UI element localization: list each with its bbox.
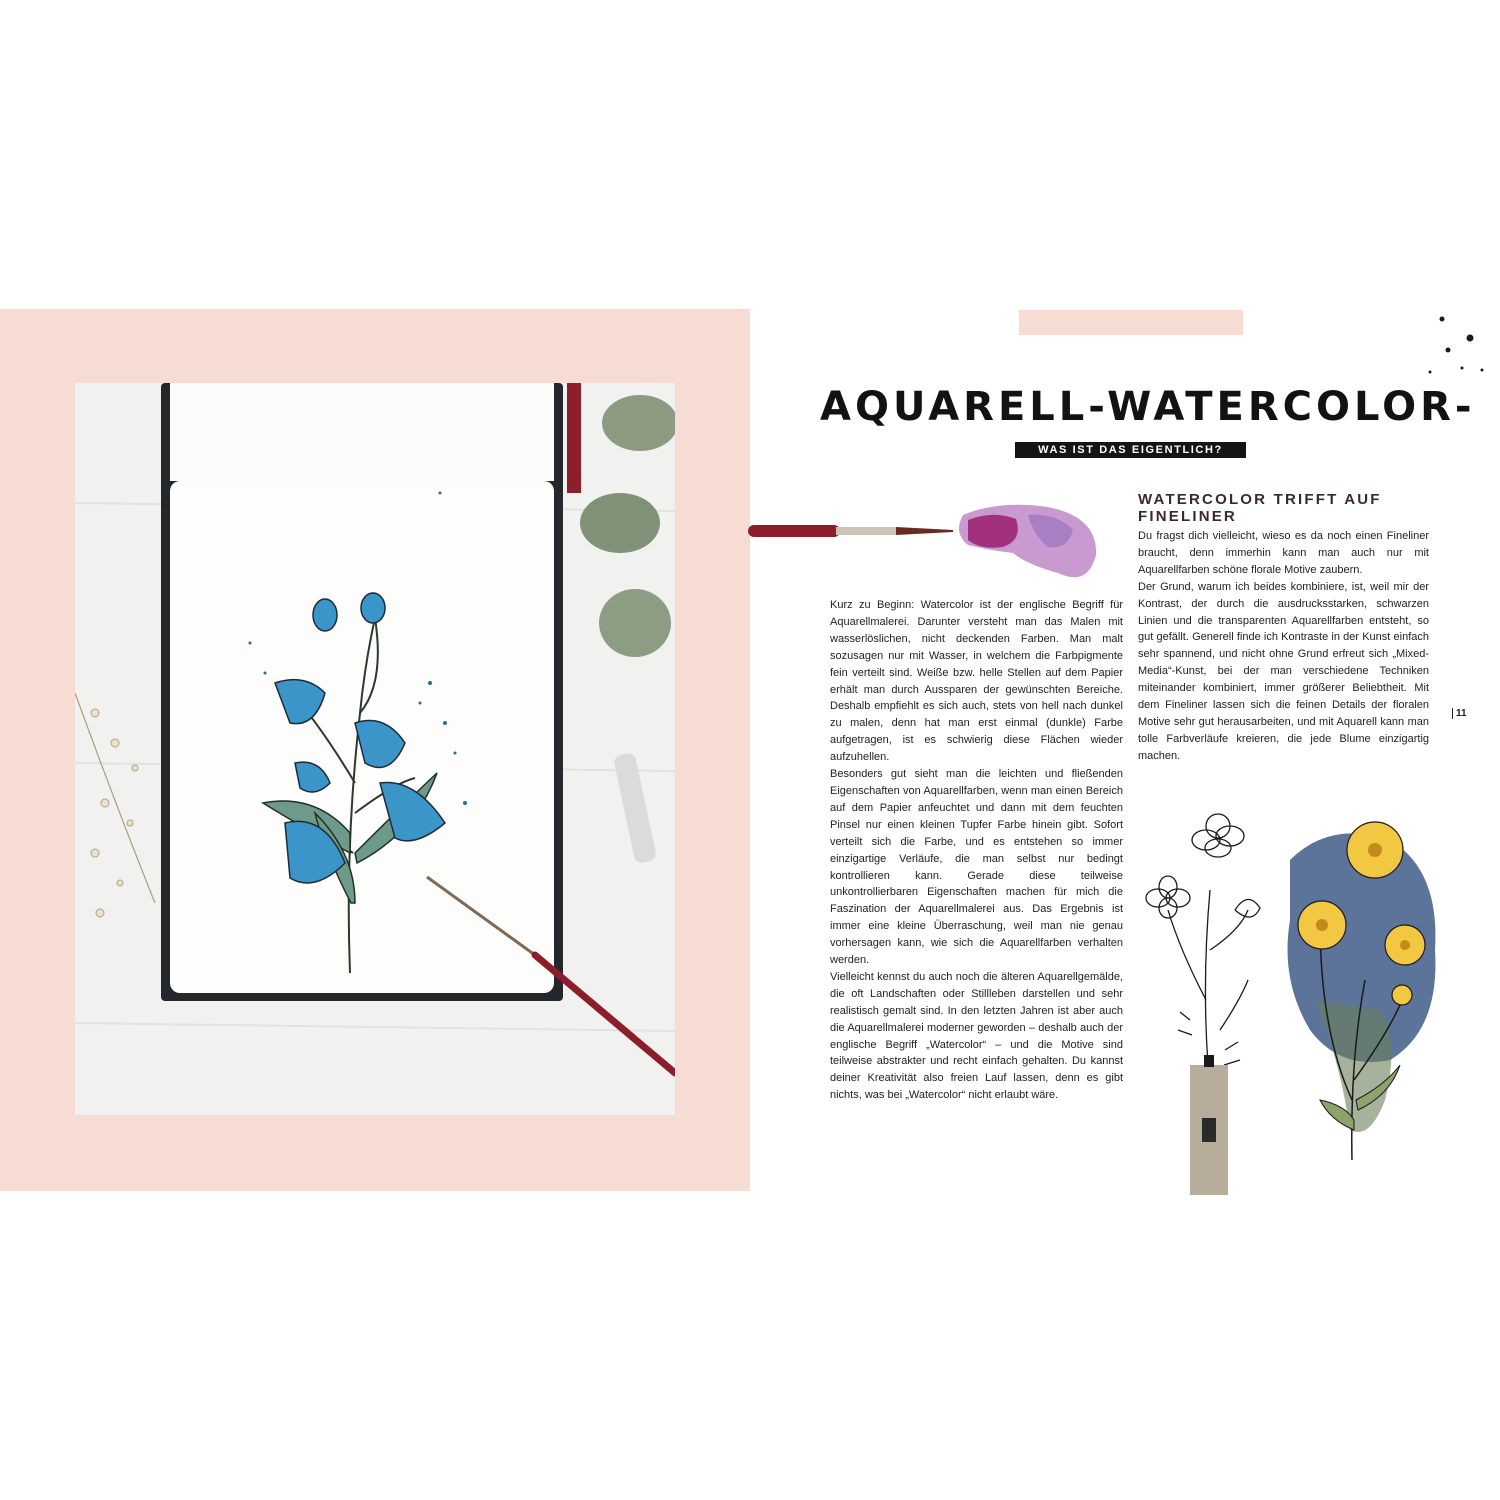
fineliner-watercolor-flowers-illustration — [1140, 800, 1450, 1195]
section-heading: WATERCOLOR TRIFFT AUF FINELINER — [1138, 491, 1382, 525]
decorative-dots-icon — [1420, 312, 1490, 382]
paragraph: Kurz zu Beginn: Watercolor ist der englische Begriff für Aquarellmalerei. Darunter versteht man das Malen mit wasserlöslichen, nicht deckenden Farben. Man malt sozusagen nur mit Wasser, in welchem die Farbpigmente fein verteilt sind. Weiße bzw. helle Stellen auf dem Papier erhält man durch Aussparen der gewünschten Bereiche. Deshalb empfiehlt es sich auch, stets von hell nach dunkel zu malen, denn hat man erst einmal (dunkle) Farbe aufgetragen, ist es schwierig diese Flächen wieder aufzuhellen. — [830, 599, 1123, 764]
right-text-column — [1138, 528, 1429, 765]
page-number: 11 — [1452, 708, 1467, 719]
top-pink-bar — [1019, 310, 1243, 335]
page-title: AQUARELL-WATERCOLOR- — [820, 384, 1476, 430]
paragraph: Besonders gut sieht man die leichten und fließenden Eigenschaften von Aquarellfarben, wenn man einen Bereich auf dem Papier anfeuchtet und dann mit dem feuchten Pinsel nur einen kleinen Tupfer Farbe hinein gibt. Sofort verteilt sich die Farbe, und es entstehen so immer einzigartige Verläufe, die man selbst nur bedingt kontrollieren kann. Gerade diese teilweise unkontrollierbaren Eigenschaften machen für mich die Faszination der Aquarellmalerei aus. Das Ergebnis ist immer eine kleine Überraschung, weil man nie genau vorhersagen kann, wie sich die Aquarellfarben verhalten werden. — [830, 768, 1123, 967]
page-subtitle: WAS IST DAS EIGENTLICH? — [1015, 442, 1246, 458]
left-text-column — [830, 597, 1123, 1104]
paragraph: Vielleicht kennst du auch noch die älteren Aquarellgemälde, die oft Landschaften oder Stillleben darstellen und sehr realistisch gemalt sind. In den letzten Jahren ist aber auch die Aquarellmalerei moderner geworden – deshalb auch der englische Begriff „Watercolor“ – und die Motive sind teilweise abstrakter und recht einfach gehalten. Du kannst deiner Kreativität also freien Lauf lassen, denn es gibt nichts, was bei „Watercolor“ nicht erlaubt wäre. — [830, 970, 1123, 1102]
paragraph: Der Grund, warum ich beides kombiniere, ist, weil mir der Kontrast, der durch die ausdrucksstarken, schwarzen Linien und die transparenten Aquarellfarben entsteht, so gut gefällt. Generell finde ich Kontraste in der Kunst einfach sehr spannend, und nicht ohne Grund erfreut sich „Mixed-Media“-Kunst, bei der man verschiedene Techniken miteinander kombiniert, immer größerer Beliebtheit. Mit dem Fineliner lassen sich die feinen Details der floralen Motive sehr gut herausarbeiten, und mit Aquarell kann man tolle Farbverläufe kreieren, die jede Blume einzigartig machen. — [1138, 580, 1429, 762]
paragraph: Du fragst dich vielleicht, wieso es da noch einen Fineliner braucht, denn immerhin kann man auch nur mit Aquarellfarben schöne florale Motive zaubern. — [1138, 530, 1429, 576]
sketchbook-bluebell-photo — [75, 383, 675, 1115]
paintbrush-splash-illustration — [748, 495, 1108, 595]
